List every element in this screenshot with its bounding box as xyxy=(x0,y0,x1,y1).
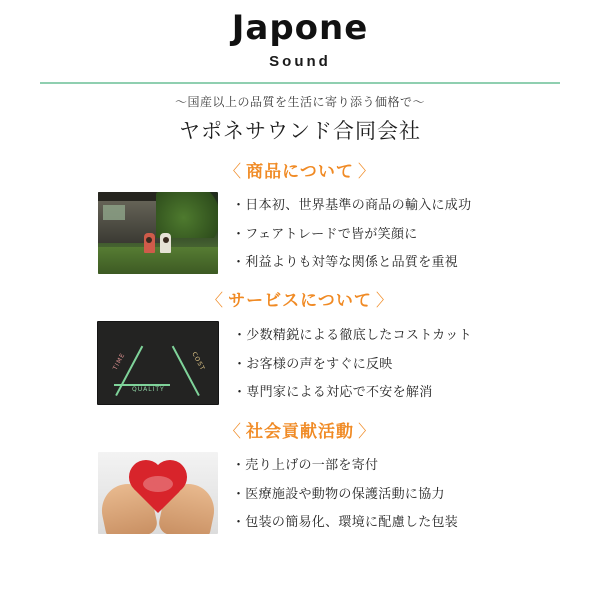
section-body-services xyxy=(0,321,600,405)
section-title-text: 商品について xyxy=(246,162,354,182)
window-shape xyxy=(103,205,125,220)
brand-subtitle: Sound xyxy=(269,53,331,71)
ground-shape xyxy=(98,247,218,275)
list-item: ・フェアトレードで皆が笑顔に xyxy=(232,225,418,241)
list-item: ・お客様の声をすぐに反映 xyxy=(233,355,393,371)
section-title-services xyxy=(0,286,600,311)
heart-gloss-shape xyxy=(143,476,173,492)
header-divider xyxy=(40,82,560,84)
hands-holding-heart-photo xyxy=(98,452,218,534)
bullet-list-services xyxy=(233,326,503,401)
list-item: ・少数精鋭による徹底したコストカット xyxy=(233,327,472,343)
brand-header xyxy=(0,0,600,70)
company-name: ヤポネサウンド合同会社 xyxy=(179,120,421,144)
garden-people-photo xyxy=(98,192,218,274)
triangle-label-cost: COST xyxy=(189,351,206,373)
section-body-social xyxy=(0,452,600,534)
bracket-right-icon: 〉 xyxy=(357,162,376,182)
person-shape xyxy=(160,233,171,253)
foliage-shape xyxy=(156,192,218,238)
bracket-left-icon: 〈 xyxy=(224,422,242,442)
triangle-label-quality: QUALITY xyxy=(132,386,165,394)
bracket-left-icon: 〈 xyxy=(224,162,243,182)
bullet-list-social xyxy=(232,456,502,531)
list-item: ・専門家による対応で不安を解消 xyxy=(233,384,433,400)
brand-logo xyxy=(0,10,600,47)
section-title-social xyxy=(0,417,600,442)
section-products xyxy=(0,157,600,274)
bracket-right-icon: 〉 xyxy=(375,291,394,311)
section-body-products xyxy=(0,192,600,274)
chalkboard-triangle-photo xyxy=(97,321,219,405)
person-shape xyxy=(144,233,155,253)
tagline: 〜国産以上の品質を生活に寄り添う価格で〜 xyxy=(174,95,425,110)
bracket-right-icon: 〉 xyxy=(358,422,376,442)
section-title-products xyxy=(0,157,600,182)
brand-logo-tail: e xyxy=(344,8,369,48)
brand-logo-main: Japon xyxy=(231,8,345,48)
list-item: ・売り上げの一部を寄付 xyxy=(232,457,379,473)
person-head-shape xyxy=(163,237,169,243)
section-services xyxy=(0,286,600,405)
list-item: ・包装の簡易化、環境に配慮した包装 xyxy=(232,514,459,530)
list-item: ・日本初、世界基準の商品の輸入に成功 xyxy=(232,197,472,213)
section-title-text: 社会貢献活動 xyxy=(246,422,354,442)
bracket-left-icon: 〈 xyxy=(206,291,225,311)
list-item: ・利益よりも対等な関係と品質を重視 xyxy=(232,254,459,270)
roof-shape xyxy=(98,192,163,200)
list-item: ・医療施設や動物の保護活動に協力 xyxy=(232,485,445,501)
section-social-contribution xyxy=(0,417,600,534)
bullet-list-products xyxy=(232,196,502,271)
section-title-text: サービスについて xyxy=(228,291,372,311)
triangle-label-time: TIME xyxy=(111,352,127,372)
